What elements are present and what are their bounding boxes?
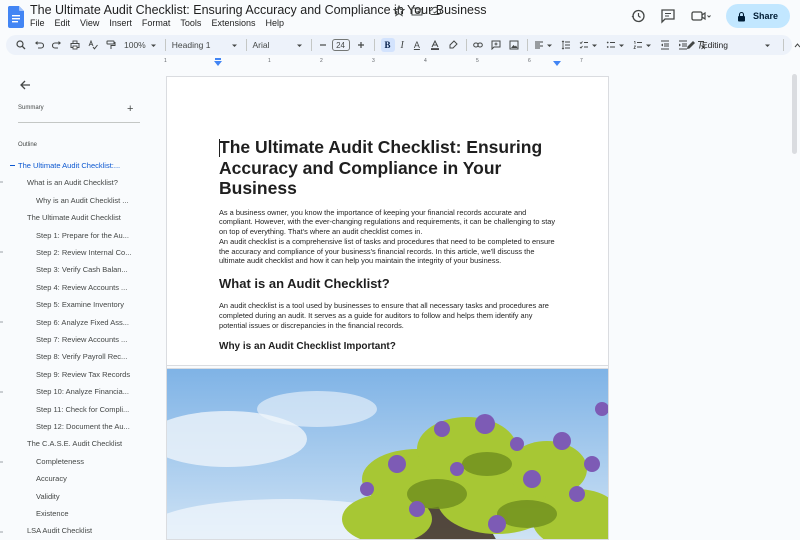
outline-item[interactable]: Step 5: Examine Inventory <box>36 300 124 310</box>
toolbar-divider <box>466 39 467 51</box>
chevron-down-icon <box>618 42 625 49</box>
insert-image-icon[interactable] <box>509 40 519 50</box>
ruler-number: 6 <box>528 58 531 64</box>
right-indent-marker-icon[interactable] <box>552 58 562 68</box>
document-heading-1[interactable]: The Ultimate Audit Checklist: Ensuring Accuracy and Compliance in Your Business <box>219 137 543 198</box>
outline-item[interactable]: Step 6: Analyze Fixed Ass... <box>36 317 129 327</box>
active-outline-marker <box>10 165 15 166</box>
outline-item[interactable]: Step 7: Review Accounts ... <box>36 335 128 344</box>
jacaranda-tree-photo[interactable] <box>167 369 609 540</box>
outline-item[interactable]: Step 3: Verify Cash Balan... <box>36 265 128 275</box>
outline-item[interactable]: Validity <box>36 491 60 501</box>
ruler-number: 5 <box>476 58 479 64</box>
decrease-font-size-icon[interactable] <box>318 40 328 50</box>
menu-bar <box>30 18 284 28</box>
left-indent-marker-icon[interactable] <box>213 58 223 68</box>
outline-item[interactable]: Why is an Audit Checklist ... <box>36 195 129 205</box>
outline-item[interactable]: Step 11: Check for Compli... <box>36 404 130 414</box>
outline-item[interactable]: LSA Audit Checklist <box>27 526 93 536</box>
pencil-icon <box>686 40 696 50</box>
move-folder-icon[interactable] <box>411 5 423 17</box>
vertical-scrollbar[interactable] <box>791 70 798 540</box>
share-label: Share <box>752 11 778 21</box>
redo-icon[interactable] <box>52 40 62 50</box>
menu-file[interactable]: File <box>30 18 45 28</box>
line-spacing-icon[interactable] <box>561 40 571 50</box>
ruler-number: 1 <box>268 58 271 64</box>
increase-font-size-icon[interactable] <box>356 40 366 50</box>
menu-extensions[interactable]: Extensions <box>211 18 256 28</box>
outline-heading: Outline <box>18 142 38 148</box>
outline-item[interactable]: Step 1: Prepare for the Au... <box>36 230 129 240</box>
menu-format[interactable]: Format <box>141 18 171 28</box>
editing-mode-select[interactable] <box>686 35 800 55</box>
heading-2[interactable]: What is an Audit Checklist? <box>219 276 390 292</box>
chevron-down-icon <box>296 42 303 49</box>
outline-item[interactable]: Step 8: Verify Payroll Rec... <box>36 352 128 362</box>
outline-item[interactable]: The C.A.S.E. Audit Checklist <box>27 439 123 449</box>
font-family-select[interactable]: Arial <box>252 40 270 50</box>
outline-item[interactable]: Step 9: Review Tax Records <box>36 369 131 379</box>
ruler-number: 7 <box>580 58 583 64</box>
add-comment-icon[interactable] <box>491 40 501 50</box>
paragraph[interactable]: An audit checklist is a comprehensive list of tasks and procedures that need to be completed to ensure the accuracy and compliance of your business's financial records. In this article, we'll discuss the ultimate audit checklist and how it can help you maintain the integrity of your business. <box>219 236 555 266</box>
star-icon[interactable] <box>393 5 405 17</box>
toolbar-divider <box>783 39 784 51</box>
undo-icon[interactable] <box>34 40 44 50</box>
outline-item[interactable]: The Ultimate Audit Checklist:... <box>18 161 121 170</box>
underline-button[interactable]: A <box>413 40 420 50</box>
menu-help[interactable]: Help <box>265 18 284 28</box>
outline-item[interactable]: The Ultimate Audit Checklist <box>27 213 121 223</box>
menu-edit[interactable]: Edit <box>54 18 71 28</box>
insert-link-icon[interactable] <box>473 40 483 50</box>
outline-item[interactable]: Step 10: Analyze Financia... <box>36 387 129 397</box>
outline-item[interactable]: Accuracy <box>36 474 67 484</box>
toolbar-divider <box>527 39 528 51</box>
add-summary-button[interactable]: + <box>127 103 134 115</box>
formatting-toolbar <box>6 35 792 55</box>
toolbar-divider <box>246 39 247 51</box>
text-color-icon[interactable] <box>430 40 440 50</box>
numbered-list-icon[interactable] <box>633 40 643 50</box>
bulleted-list-icon[interactable] <box>606 40 616 50</box>
font-size-input[interactable]: 24 <box>332 39 350 51</box>
share-button[interactable] <box>726 4 790 28</box>
document-body[interactable] <box>219 137 559 353</box>
menu-view[interactable]: View <box>80 18 100 28</box>
decrease-indent-icon[interactable] <box>660 40 670 50</box>
lock-icon <box>736 11 747 22</box>
cloud-status-icon[interactable] <box>429 5 441 17</box>
version-history-icon[interactable] <box>630 8 646 24</box>
align-left-icon[interactable] <box>534 40 544 50</box>
ruler-number: 4 <box>424 58 427 64</box>
ruler-number: 3 <box>372 58 375 64</box>
outline-item[interactable]: Step 2: Review Internal Co... <box>36 248 132 257</box>
title-icons <box>393 5 441 17</box>
menu-insert[interactable]: Insert <box>109 18 132 28</box>
outline-item[interactable]: Completeness <box>36 456 84 466</box>
toolbar-divider <box>165 39 166 51</box>
chevron-down-icon <box>231 42 238 49</box>
chevron-down-icon <box>764 42 771 49</box>
document-title[interactable]: The Ultimate Audit Checklist: Ensuring Accuracy and Compliance in Your Business <box>30 3 487 17</box>
paragraph-style-select[interactable]: Heading 1 <box>171 40 211 50</box>
editing-mode-label: Editing <box>702 40 728 50</box>
outline-item[interactable]: What is an Audit Checklist? <box>27 178 118 188</box>
outline-item[interactable]: Step 4: Review Accounts ... <box>36 282 128 292</box>
meet-icon[interactable] <box>690 8 712 24</box>
divider <box>18 122 140 123</box>
docs-logo-icon[interactable] <box>8 6 24 28</box>
summary-heading: Summary <box>18 105 44 111</box>
paint-format-icon[interactable] <box>106 40 116 50</box>
comments-icon[interactable] <box>660 8 676 24</box>
collapse-menus-icon[interactable] <box>794 42 800 49</box>
scrollbar-thumb[interactable] <box>792 74 797 154</box>
highlight-icon[interactable] <box>448 40 458 50</box>
chevron-down-icon <box>546 42 553 49</box>
outline-item[interactable]: Existence <box>36 509 69 518</box>
bold-button[interactable]: B <box>381 38 395 52</box>
print-icon[interactable] <box>70 40 80 50</box>
chevron-down-icon <box>150 42 157 49</box>
header-actions <box>630 4 790 28</box>
chevron-down-icon <box>591 42 598 49</box>
search-menus-icon[interactable] <box>16 40 26 50</box>
ruler-number: 1 <box>164 58 167 64</box>
title-bar <box>0 0 800 34</box>
zoom-select[interactable]: 100% <box>124 40 146 50</box>
document-page[interactable] <box>166 76 609 540</box>
toolbar-divider <box>311 39 312 51</box>
heading-3[interactable]: Why is an Audit Checklist Important? <box>219 340 396 352</box>
document-outline-panel <box>6 70 146 540</box>
checklist-icon[interactable] <box>579 40 589 50</box>
paragraph[interactable]: An audit checklist is a tool used by businesses to ensure that all necessary tasks and procedures are completed during an audit. It serves as a guide for auditors to follow and helps them identify any potential issues or discrepancies in the financial records. <box>219 301 549 330</box>
chevron-down-icon <box>645 42 652 49</box>
horizontal-ruler[interactable] <box>166 58 609 68</box>
toolbar-divider <box>374 39 375 51</box>
spellcheck-icon[interactable] <box>88 40 98 50</box>
menu-tools[interactable]: Tools <box>180 18 202 28</box>
ruler-number: 2 <box>320 58 323 64</box>
outline-item[interactable]: Step 12: Document the Au... <box>36 422 130 431</box>
paragraph[interactable]: As a business owner, you know the importance of keeping your financial records accurate and compliant. However, with the ever-changing regulations and requirements, it can be challenging to stay on top of everything. That's where an audit checklist comes in. <box>219 207 556 237</box>
back-arrow-icon[interactable] <box>19 79 31 91</box>
italic-button[interactable]: I <box>400 39 404 51</box>
vertical-ruler <box>0 70 5 540</box>
